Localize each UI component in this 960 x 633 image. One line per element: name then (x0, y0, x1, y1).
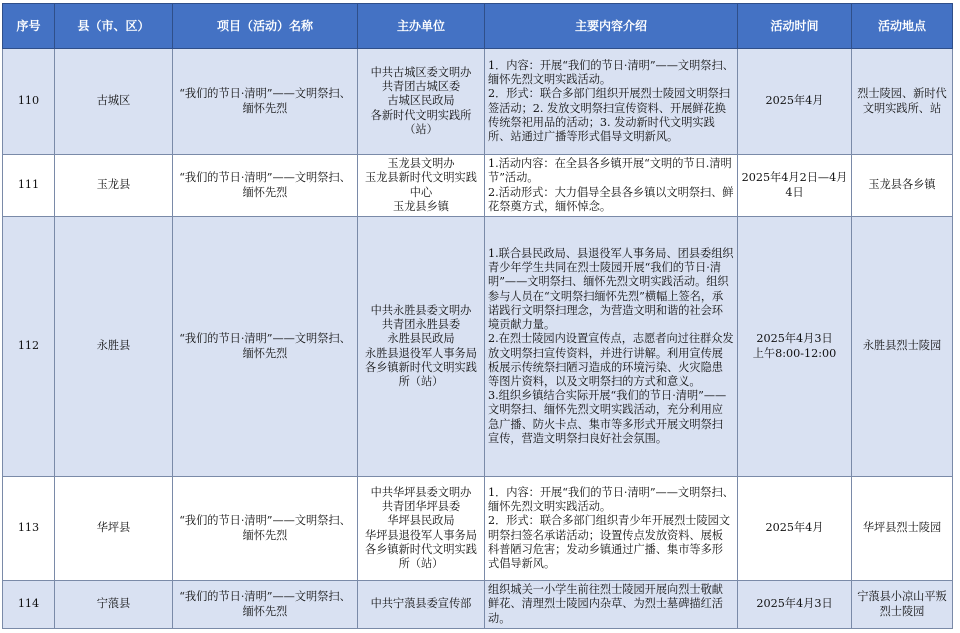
cell-content: 1．内容：开展“我们的节日·清明”——文明祭扫、缅怀先烈文明实践活动。 2．形式：联合多部门组织青少年开展烈士陵园文明祭扫签名承诺活动；设置传点发放资料、展板科普陋习危害；发动乡镇通过广播、集市等多形式倡导新风。 (485, 477, 738, 581)
cell-county: 古城区 (55, 49, 173, 155)
table-row (3, 49, 953, 155)
cell-place: 宁蒗县小凉山平叛烈士陵园 (852, 581, 953, 629)
cell-project-name: “我们的节日·清明”——文明祭扫、缅怀先烈 (173, 155, 358, 217)
cell-no: 114 (3, 581, 55, 629)
cell-organizer: 中共永胜县委文明办 共青团永胜县委 永胜县民政局 永胜县退役军人事务局 各乡镇新时代文明实践所（站） (358, 217, 485, 477)
cell-project-name: “我们的节日·清明”——文明祭扫、缅怀先烈 (173, 217, 358, 477)
table-row (3, 155, 953, 217)
header-no: 序号 (3, 4, 55, 49)
table-row (3, 581, 953, 629)
cell-content: 组织城关一小学生前往烈士陵园开展向烈士敬献鲜花、清理烈士陵园内杂草、为烈士墓碑描红活动。 (485, 581, 738, 629)
cell-time: 2025年4月 (738, 477, 852, 581)
cell-project-name: “我们的节日·清明”——文明祭扫、缅怀先烈 (173, 49, 358, 155)
cell-county: 永胜县 (55, 217, 173, 477)
header-place: 活动地点 (852, 4, 953, 49)
cell-content: 1．内容：开展“我们的节日·清明”——文明祭扫、缅怀先烈文明实践活动。 2．形式：联合多部门组织开展烈士陵园文明祭扫签活动；2. 发放文明祭扫宣传资料、开展鲜花换传统祭祀用品的活动；3. 发动新时代文明实践所、站通过广播等形式倡导文明新风。 (485, 49, 738, 155)
cell-organizer: 中共华坪县委文明办 共青团华坪县委 华坪县民政局 华坪县退役军人事务局 各乡镇新时代文明实践所（站） (358, 477, 485, 581)
cell-no: 113 (3, 477, 55, 581)
cell-content: 1.活动内容：在全县各乡镇开展“文明的节日.清明节”活动。 2.活动形式：大力倡导全县各乡镇以文明祭扫、鲜花祭奠方式，缅怀悼念。 (485, 155, 738, 217)
cell-place: 玉龙县各乡镇 (852, 155, 953, 217)
cell-content: 1.联合县民政局、县退役军人事务局、团县委组织青少年学生共同在烈士陵园开展“我们的节日·清明”——文明祭扫、缅怀先烈文明实践活动。组织参与人员在“文明祭扫缅怀先烈”横幅上签名，承诺践行文明祭扫理念，为营造文明和谐的社会环境贡献力量。 2.在烈士陵园内设置宣传点，志愿者向过往群众发放文明祭扫宣传资料，并进行讲解。利用宣传展板展示传统祭扫陋习造成的环境污染、火灾隐患等图片资料，以及文明祭扫的方式和意义。 3.组织乡镇结合实际开展“我们的节日·清明”——文明祭扫、缅怀先烈文明实践活动，充分利用应急广播、防火卡点、集市等多形式开展文明祭扫宣传，营造文明祭扫良好社会氛围。 (485, 217, 738, 477)
cell-organizer: 玉龙县文明办 玉龙县新时代文明实践中心 玉龙县乡镇 (358, 155, 485, 217)
cell-time: 2025年4月 (738, 49, 852, 155)
cell-organizer: 中共古城区委文明办 共青团古城区委 古城区民政局 各新时代文明实践所（站） (358, 49, 485, 155)
cell-place: 烈士陵园、新时代文明实践所、站 (852, 49, 953, 155)
cell-project-name: “我们的节日·清明”——文明祭扫、缅怀先烈 (173, 477, 358, 581)
cell-time: 2025年4月3日 (738, 581, 852, 629)
cell-place: 永胜县烈士陵园 (852, 217, 953, 477)
cell-place: 华坪县烈士陵园 (852, 477, 953, 581)
table-row (3, 477, 953, 581)
header-time: 活动时间 (738, 4, 852, 49)
cell-county: 玉龙县 (55, 155, 173, 217)
events-table (2, 3, 953, 629)
cell-project-name: “我们的节日·清明”——文明祭扫、缅怀先烈 (173, 581, 358, 629)
cell-no: 112 (3, 217, 55, 477)
header-project-name: 项目（活动）名称 (173, 4, 358, 49)
cell-county: 宁蒗县 (55, 581, 173, 629)
header-organizer: 主办单位 (358, 4, 485, 49)
cell-no: 111 (3, 155, 55, 217)
cell-county: 华坪县 (55, 477, 173, 581)
cell-organizer: 中共宁蒗县委宣传部 (358, 581, 485, 629)
cell-no: 110 (3, 49, 55, 155)
cell-time: 2025年4月2日—4月4日 (738, 155, 852, 217)
table-row (3, 217, 953, 477)
cell-time: 2025年4月3日 上午8:00-12:00 (738, 217, 852, 477)
header-county: 县（市、区） (55, 4, 173, 49)
header-row (3, 4, 953, 49)
header-content: 主要内容介绍 (485, 4, 738, 49)
